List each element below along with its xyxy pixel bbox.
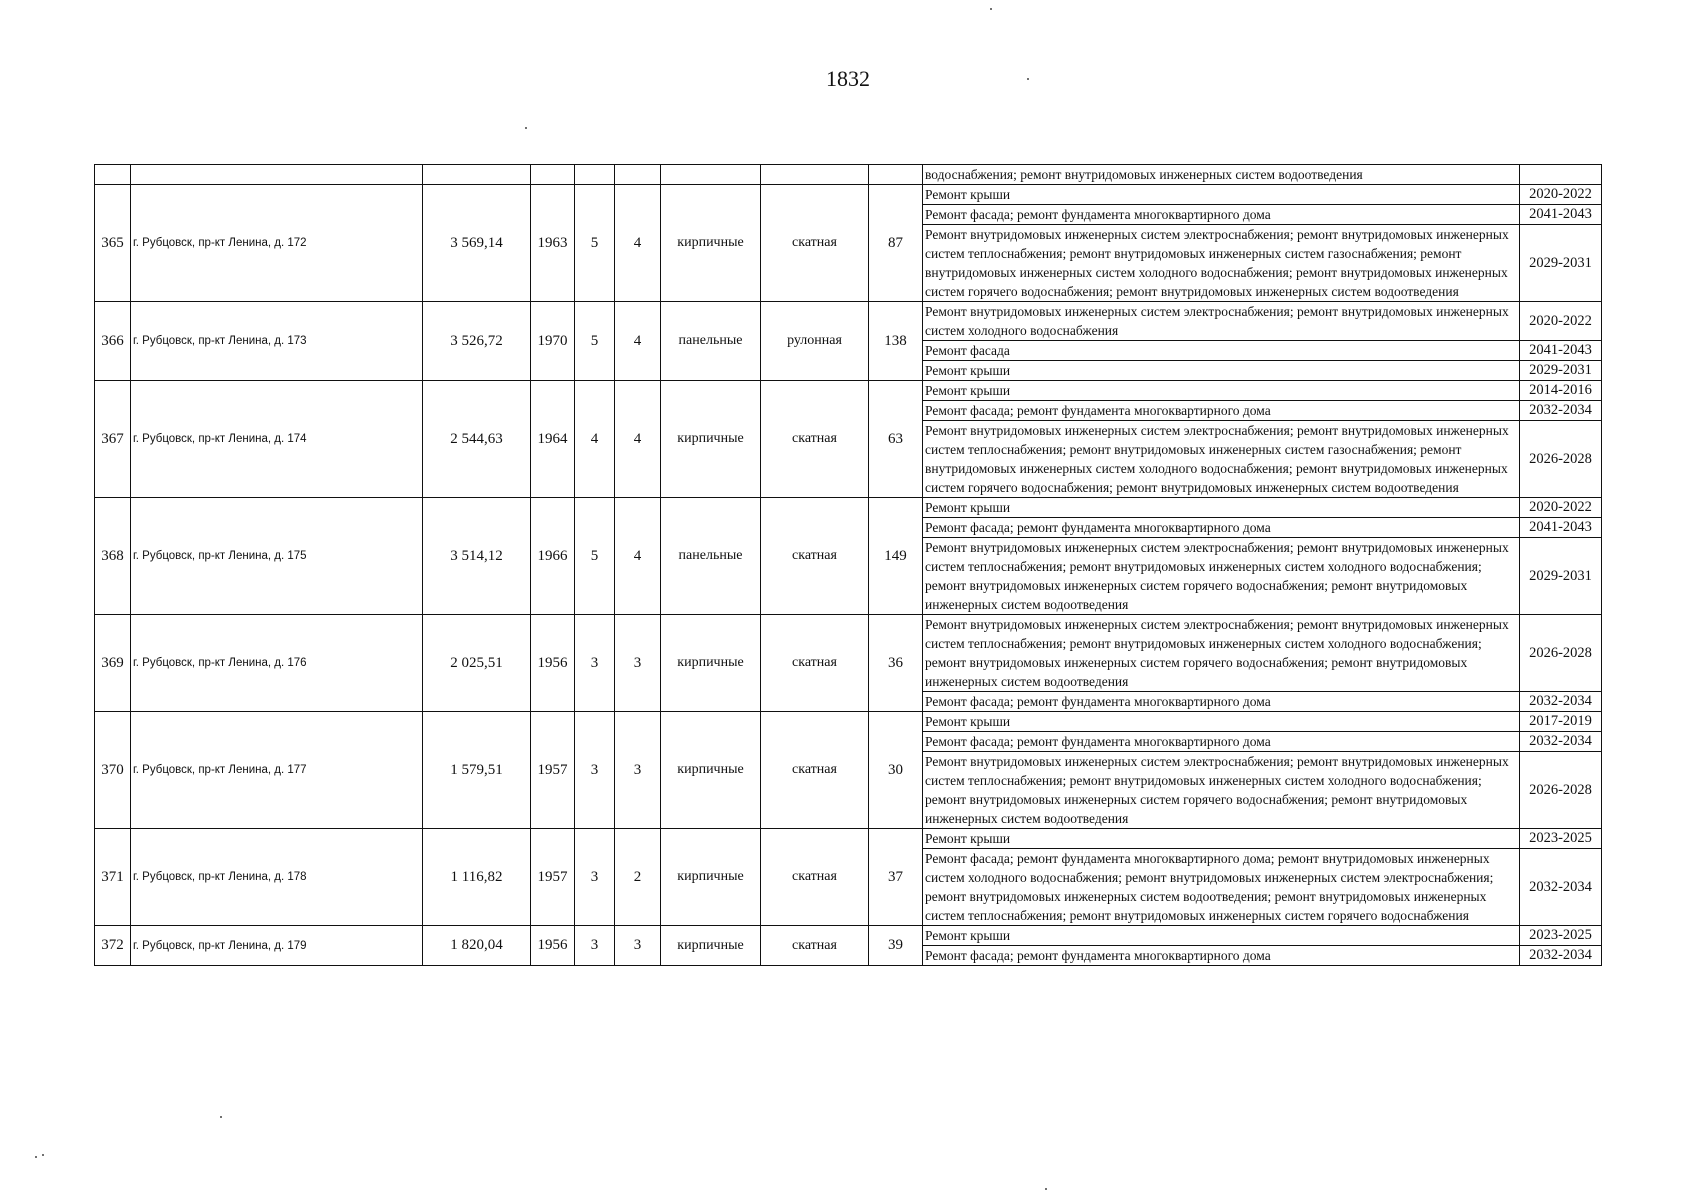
empty-cell [1520,165,1602,185]
residents-cell: 39 [869,926,923,966]
entrances-cell: 4 [615,498,661,615]
page-number: 1832 [826,66,870,91]
work-cell: Ремонт крыши [923,361,1520,381]
work-cell: Ремонт крыши [923,829,1520,849]
period-cell: 2026-2028 [1520,615,1602,692]
row-number: 366 [95,302,131,381]
year-cell: 1957 [531,829,575,926]
year-cell: 1964 [531,381,575,498]
carry-over-row [95,165,1602,185]
roof-cell: скатная [761,381,869,498]
empty-cell [575,165,615,185]
address-cell: г. Рубцовск, пр-кт Ленина, д. 175 [131,498,423,615]
entrances-cell: 2 [615,829,661,926]
table-row [95,302,1602,341]
residents-cell: 87 [869,185,923,302]
entrances-cell: 3 [615,926,661,966]
table-row [95,829,1602,849]
empty-cell [131,165,423,185]
work-cell: Ремонт внутридомовых инженерных систем электроснабжения; ремонт внутридомовых инженерных систем холодного водоснабжения [923,302,1520,341]
floors-cell: 3 [575,712,615,829]
roof-cell: скатная [761,829,869,926]
scan-speck [525,127,527,129]
address-cell: г. Рубцовск, пр-кт Ленина, д. 179 [131,926,423,966]
row-number: 368 [95,498,131,615]
period-cell: 2023-2025 [1520,829,1602,849]
work-cell: Ремонт внутридомовых инженерных систем электроснабжения; ремонт внутридомовых инженерных систем теплоснабжения; ремонт внутридомовых инженерных систем холодного водоснабжения; ремонт внутридомовых инженерных систем горячего водоснабжения; ремонт внутридомовых инженерных систем водоотведения [923,752,1520,829]
table-row [95,185,1602,205]
work-cell: Ремонт фасада; ремонт фундамента многоквартирного дома [923,518,1520,538]
period-cell: 2041-2043 [1520,341,1602,361]
roof-cell: скатная [761,712,869,829]
walls-cell: кирпичные [661,185,761,302]
floors-cell: 5 [575,185,615,302]
entrances-cell: 3 [615,712,661,829]
area-cell: 3 569,14 [423,185,531,302]
residents-cell: 149 [869,498,923,615]
table-row [95,498,1602,518]
period-cell: 2020-2022 [1520,302,1602,341]
work-cell: Ремонт внутридомовых инженерных систем электроснабжения; ремонт внутридомовых инженерных систем теплоснабжения; ремонт внутридомовых инженерных систем холодного водоснабжения; ремонт внутридомовых инженерных систем горячего водоснабжения; ремонт внутридомовых инженерных систем водоотведения [923,615,1520,692]
work-cell: Ремонт фасада; ремонт фундамента многоквартирного дома [923,205,1520,225]
entrances-cell: 4 [615,381,661,498]
work-cell: Ремонт внутридомовых инженерных систем электроснабжения; ремонт внутридомовых инженерных систем теплоснабжения; ремонт внутридомовых инженерных систем газоснабжения; ремонт внутридомовых инженерных систем холодного водоснабжения; ремонт внутридомовых инженерных систем горячего водоснабжения; ремонт внутридомовых инженерных систем водоотведения [923,225,1520,302]
work-cell: Ремонт фасада; ремонт фундамента многоквартирного дома; ремонт внутридомовых инженерных систем холодного водоснабжения; ремонт внутридомовых инженерных систем электроснабжения; ремонт внутридомовых инженерных систем водоотведения; ремонт внутридомовых инженерных систем теплоснабжения; ремонт внутридомовых инженерных систем горячего водоснабжения [923,849,1520,926]
residents-cell: 138 [869,302,923,381]
entrances-cell: 4 [615,302,661,381]
walls-cell: панельные [661,302,761,381]
floors-cell: 5 [575,302,615,381]
residents-cell: 63 [869,381,923,498]
period-cell: 2023-2025 [1520,926,1602,946]
work-cell: Ремонт крыши [923,185,1520,205]
work-cell: Ремонт крыши [923,381,1520,401]
empty-cell [95,165,131,185]
entrances-cell: 4 [615,185,661,302]
table-row [95,381,1602,401]
work-cell: Ремонт фасада [923,341,1520,361]
table-row [95,712,1602,732]
walls-cell: панельные [661,498,761,615]
area-cell: 1 820,04 [423,926,531,966]
floors-cell: 3 [575,829,615,926]
area-cell: 2 544,63 [423,381,531,498]
scan-speck [35,1156,37,1158]
period-cell: 2032-2034 [1520,732,1602,752]
roof-cell: скатная [761,185,869,302]
walls-cell: кирпичные [661,712,761,829]
area-cell: 3 526,72 [423,302,531,381]
table-row [95,926,1602,946]
period-cell: 2029-2031 [1520,225,1602,302]
year-cell: 1966 [531,498,575,615]
walls-cell: кирпичные [661,829,761,926]
floors-cell: 3 [575,926,615,966]
area-cell: 1 579,51 [423,712,531,829]
table-body [95,165,1602,966]
address-cell: г. Рубцовск, пр-кт Ленина, д. 172 [131,185,423,302]
floors-cell: 3 [575,615,615,712]
residents-cell: 30 [869,712,923,829]
floors-cell: 5 [575,498,615,615]
row-number: 370 [95,712,131,829]
period-cell: 2020-2022 [1520,185,1602,205]
address-cell: г. Рубцовск, пр-кт Ленина, д. 173 [131,302,423,381]
year-cell: 1956 [531,615,575,712]
residents-cell: 36 [869,615,923,712]
roof-cell: скатная [761,926,869,966]
walls-cell: кирпичные [661,615,761,712]
work-cell: Ремонт фасада; ремонт фундамента многоквартирного дома [923,692,1520,712]
address-cell: г. Рубцовск, пр-кт Ленина, д. 178 [131,829,423,926]
row-number: 367 [95,381,131,498]
capital-repair-table [94,164,1602,966]
roof-cell: рулонная [761,302,869,381]
roof-cell: скатная [761,498,869,615]
work-cell: Ремонт фасада; ремонт фундамента многоквартирного дома [923,732,1520,752]
row-number: 372 [95,926,131,966]
period-cell: 2014-2016 [1520,381,1602,401]
work-cell: водоснабжения; ремонт внутридомовых инженерных систем водоотведения [923,165,1520,185]
address-cell: г. Рубцовск, пр-кт Ленина, д. 176 [131,615,423,712]
period-cell: 2032-2034 [1520,849,1602,926]
address-cell: г. Рубцовск, пр-кт Ленина, д. 177 [131,712,423,829]
floors-cell: 4 [575,381,615,498]
empty-cell [423,165,531,185]
empty-cell [869,165,923,185]
area-cell: 3 514,12 [423,498,531,615]
period-cell: 2041-2043 [1520,518,1602,538]
year-cell: 1957 [531,712,575,829]
empty-cell [615,165,661,185]
empty-cell [531,165,575,185]
walls-cell: кирпичные [661,381,761,498]
area-cell: 1 116,82 [423,829,531,926]
empty-cell [761,165,869,185]
scan-speck [990,8,992,10]
year-cell: 1970 [531,302,575,381]
work-cell: Ремонт крыши [923,498,1520,518]
scan-speck [1027,78,1029,80]
year-cell: 1956 [531,926,575,966]
work-cell: Ремонт фасада; ремонт фундамента многоквартирного дома [923,946,1520,966]
period-cell: 2032-2034 [1520,401,1602,421]
period-cell: 2026-2028 [1520,421,1602,498]
period-cell: 2026-2028 [1520,752,1602,829]
work-cell: Ремонт крыши [923,926,1520,946]
empty-cell [661,165,761,185]
work-cell: Ремонт внутридомовых инженерных систем электроснабжения; ремонт внутридомовых инженерных систем теплоснабжения; ремонт внутридомовых инженерных систем холодного водоснабжения; ремонт внутридомовых инженерных систем горячего водоснабжения; ремонт внутридомовых инженерных систем водоотведения [923,538,1520,615]
year-cell: 1963 [531,185,575,302]
entrances-cell: 3 [615,615,661,712]
scan-speck [42,1154,44,1156]
table-row [95,615,1602,692]
period-cell: 2029-2031 [1520,538,1602,615]
work-cell: Ремонт крыши [923,712,1520,732]
walls-cell: кирпичные [661,926,761,966]
work-cell: Ремонт фасада; ремонт фундамента многоквартирного дома [923,401,1520,421]
work-cell: Ремонт внутридомовых инженерных систем электроснабжения; ремонт внутридомовых инженерных систем теплоснабжения; ремонт внутридомовых инженерных систем газоснабжения; ремонт внутридомовых инженерных систем холодного водоснабжения; ремонт внутридомовых инженерных систем горячего водоснабжения; ремонт внутридомовых инженерных систем водоотведения [923,421,1520,498]
period-cell: 2017-2019 [1520,712,1602,732]
period-cell: 2032-2034 [1520,946,1602,966]
roof-cell: скатная [761,615,869,712]
area-cell: 2 025,51 [423,615,531,712]
scan-speck [1045,1188,1047,1190]
address-cell: г. Рубцовск, пр-кт Ленина, д. 174 [131,381,423,498]
residents-cell: 37 [869,829,923,926]
period-cell: 2032-2034 [1520,692,1602,712]
period-cell: 2020-2022 [1520,498,1602,518]
row-number: 371 [95,829,131,926]
scan-speck [220,1116,222,1118]
row-number: 369 [95,615,131,712]
period-cell: 2029-2031 [1520,361,1602,381]
period-cell: 2041-2043 [1520,205,1602,225]
row-number: 365 [95,185,131,302]
